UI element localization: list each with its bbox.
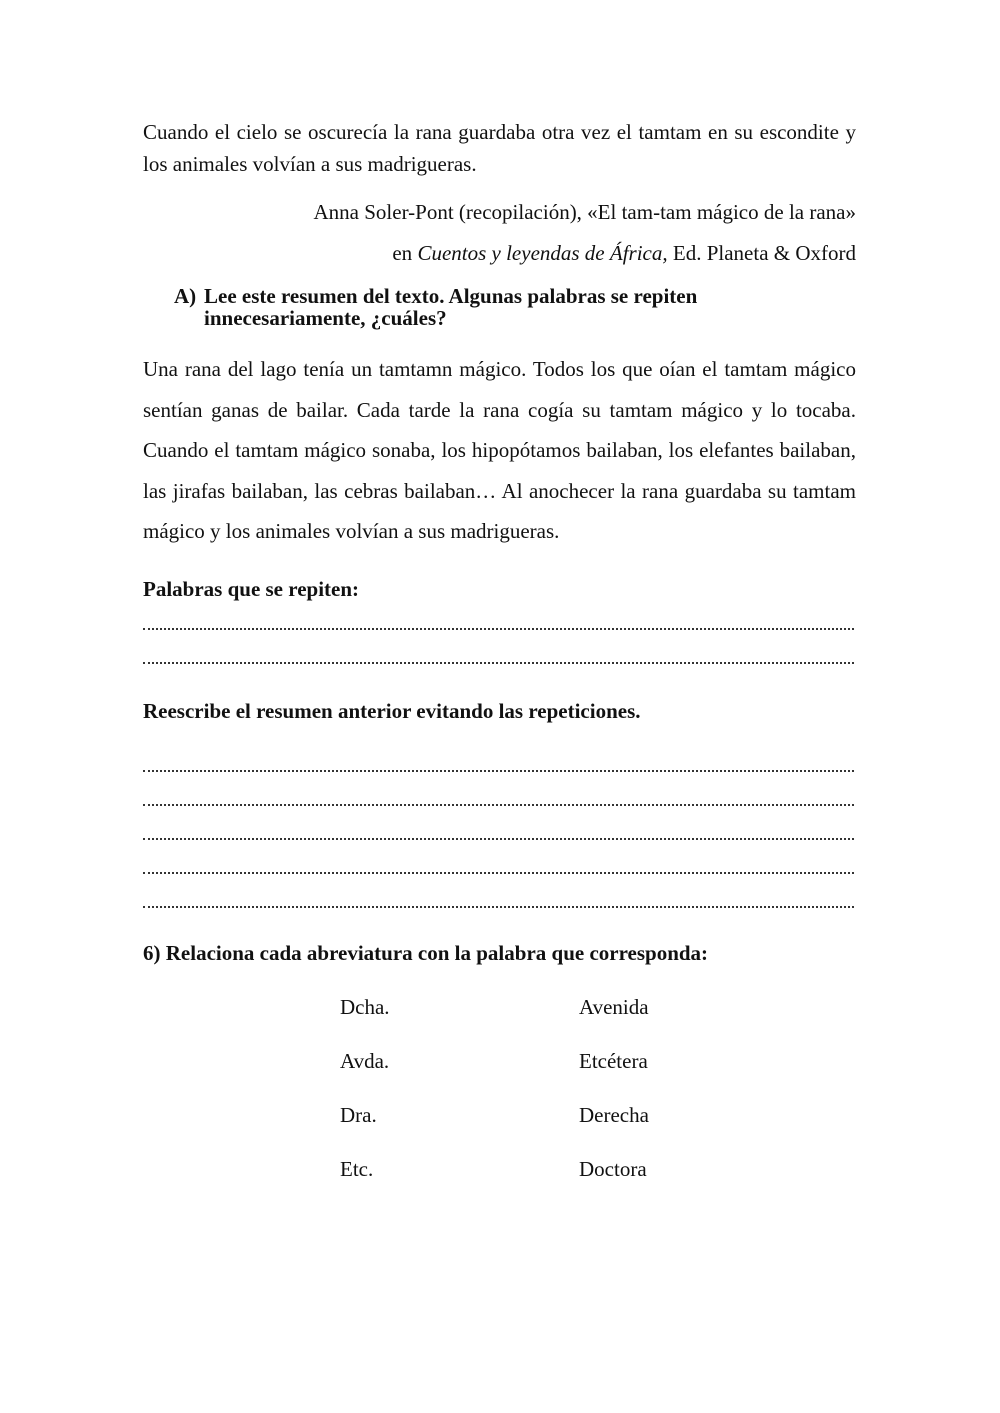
full-word-item[interactable]: Doctora (579, 1157, 647, 1181)
full-word-item[interactable]: Etcétera (579, 1049, 648, 1073)
citation-source-line (392, 239, 856, 267)
repeated-words-heading: Palabras que se repiten: (143, 577, 360, 601)
intro-paragraph: Cuando el cielo se oscurecía la rana guardaba otra vez el tamtam en su escondite y los animales volvían a sus madrigueras. (143, 120, 856, 176)
repeated-words-answer-line[interactable] (143, 662, 854, 664)
exercise-6-heading: 6) Relaciona cada abreviatura con la palabra que corresponda: (143, 941, 709, 965)
citation-prefix: en (392, 241, 418, 265)
summary-paragraph: Una rana del lago tenía un tamtamn mágico. Todos los que oían el tamtam mágico sentían ganas de bailar. Cada tarde la rana cogía su tamtam mágico y lo tocaba. Cuando el tamtam mágico sonaba, los hipopótamos bailaban, los elefantes bailaban, las jirafas bailaban, las cebras bailaban… Al anochecer la rana guardaba su tamtam mágico y los animales volvían a sus madrigueras. (143, 357, 856, 543)
rewrite-answer-line[interactable] (143, 872, 854, 874)
rewrite-heading: Reescribe el resumen anterior evitando las repeticiones. (143, 699, 641, 723)
rewrite-answer-line[interactable] (143, 804, 854, 806)
task-a-text: Lee este resumen del texto. Algunas palabras se repiten innecesariamente, ¿cuáles? (204, 284, 698, 330)
rewrite-answer-line[interactable] (143, 838, 854, 840)
abbreviation-item[interactable]: Dra. (340, 1103, 377, 1127)
abbreviation-item[interactable]: Avda. (340, 1049, 390, 1073)
repeated-words-answer-line[interactable] (143, 628, 854, 630)
rewrite-answer-line[interactable] (143, 906, 854, 908)
abbreviation-item[interactable]: Dcha. (340, 995, 390, 1019)
citation-book-title: Cuentos y leyendas de África, (417, 241, 668, 265)
abbreviation-item[interactable]: Etc. (340, 1157, 374, 1181)
full-word-item[interactable]: Avenida (579, 995, 649, 1019)
task-a-instruction (174, 285, 824, 329)
task-a-marker: A) (174, 284, 197, 308)
full-word-item[interactable]: Derecha (579, 1103, 649, 1127)
citation-publisher: Ed. Planeta & Oxford (667, 241, 856, 265)
citation-author-line: Anna Soler-Pont (recopilación), «El tam-tam mágico de la rana» (313, 200, 856, 224)
rewrite-answer-line[interactable] (143, 770, 854, 772)
